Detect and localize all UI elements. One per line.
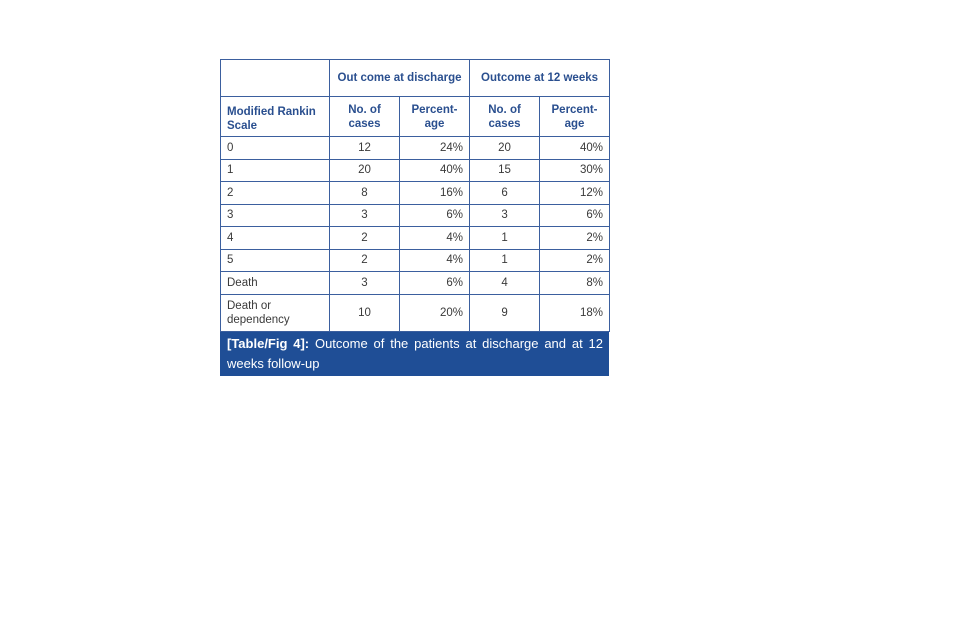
discharge-count: 3 [330, 204, 400, 227]
12weeks-percent: 2% [540, 227, 610, 250]
discharge-count: 8 [330, 182, 400, 205]
header-12weeks-percent: Percent- age [540, 97, 610, 137]
table-row [221, 272, 610, 295]
12weeks-count: 1 [470, 249, 540, 272]
table-row [221, 294, 610, 331]
row-label: Death or dependency [221, 294, 330, 331]
table-row [221, 159, 610, 182]
discharge-percent: 6% [400, 272, 470, 295]
12weeks-percent: 8% [540, 272, 610, 295]
12weeks-count: 6 [470, 182, 540, 205]
header-discharge-group: Out come at discharge [330, 60, 470, 97]
12weeks-count: 4 [470, 272, 540, 295]
discharge-count: 20 [330, 159, 400, 182]
table-header-sub-row [221, 97, 610, 137]
discharge-percent: 16% [400, 182, 470, 205]
discharge-percent: 20% [400, 294, 470, 331]
discharge-count: 2 [330, 227, 400, 250]
12weeks-count: 1 [470, 227, 540, 250]
table-row [221, 204, 610, 227]
discharge-percent: 4% [400, 227, 470, 250]
table-row [221, 249, 610, 272]
outcome-table [220, 59, 610, 332]
discharge-percent: 6% [400, 204, 470, 227]
12weeks-percent: 18% [540, 294, 610, 331]
row-label: 2 [221, 182, 330, 205]
table-row [221, 137, 610, 160]
figure-caption [220, 332, 609, 376]
table-figure [220, 59, 609, 376]
12weeks-percent: 40% [540, 137, 610, 160]
table-row [221, 182, 610, 205]
12weeks-percent: 12% [540, 182, 610, 205]
12weeks-count: 3 [470, 204, 540, 227]
header-12weeks-count: No. of cases [470, 97, 540, 137]
row-label: 0 [221, 137, 330, 160]
discharge-count: 2 [330, 249, 400, 272]
header-12weeks-group: Outcome at 12 weeks [470, 60, 610, 97]
discharge-count: 12 [330, 137, 400, 160]
header-rankin-scale: Modified Rankin Scale [221, 97, 330, 137]
table-row [221, 227, 610, 250]
caption-text: Outcome of the patients at discharge and at 12 weeks follow-up [227, 335, 603, 371]
caption-tag: [Table/Fig 4]: [227, 335, 310, 351]
header-discharge-count: No. of cases [330, 97, 400, 137]
row-label: 4 [221, 227, 330, 250]
12weeks-count: 20 [470, 137, 540, 160]
discharge-percent: 40% [400, 159, 470, 182]
header-blank-cell [221, 60, 330, 97]
12weeks-percent: 30% [540, 159, 610, 182]
discharge-count: 10 [330, 294, 400, 331]
row-label: Death [221, 272, 330, 295]
discharge-percent: 24% [400, 137, 470, 160]
row-label: 3 [221, 204, 330, 227]
row-label: 1 [221, 159, 330, 182]
header-discharge-percent: Percent- age [400, 97, 470, 137]
12weeks-count: 15 [470, 159, 540, 182]
row-label: 5 [221, 249, 330, 272]
12weeks-percent: 6% [540, 204, 610, 227]
discharge-count: 3 [330, 272, 400, 295]
discharge-percent: 4% [400, 249, 470, 272]
12weeks-count: 9 [470, 294, 540, 331]
12weeks-percent: 2% [540, 249, 610, 272]
table-header-group-row [221, 60, 610, 97]
